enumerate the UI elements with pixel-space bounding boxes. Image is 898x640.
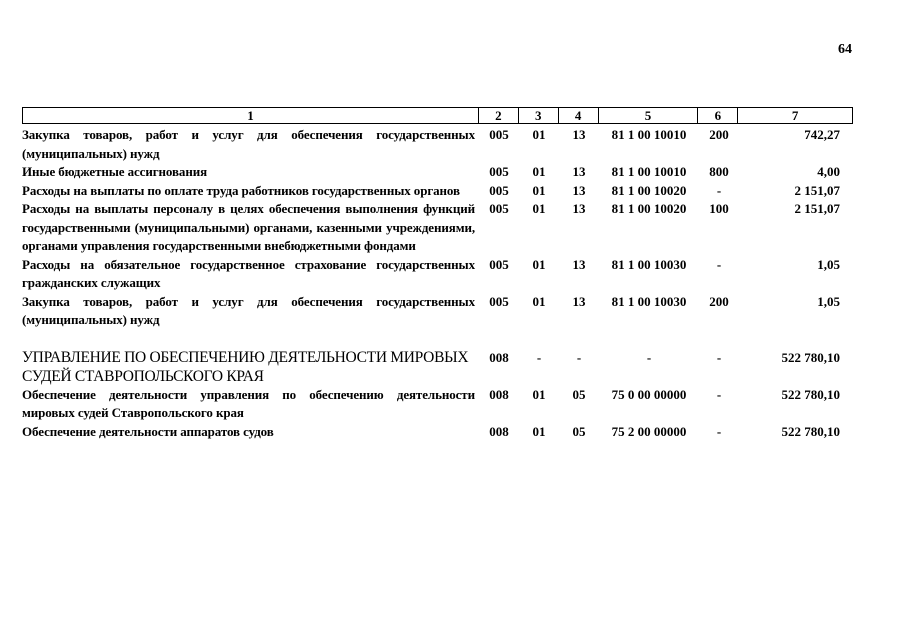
row-col-3: 01	[532, 256, 546, 272]
header-col-3: 3	[519, 108, 559, 123]
row-amount: 4,00	[817, 164, 840, 179]
row-col-3: 01	[532, 182, 546, 198]
row-col-4: 13	[572, 127, 586, 142]
row-col-4: 13	[572, 164, 586, 179]
header-col-7: 7	[791, 108, 799, 123]
row-description: Обеспечение деятельности аппаратов судов	[22, 423, 274, 439]
row-col-6: 200	[709, 127, 729, 142]
row-col-3: 01	[532, 293, 546, 309]
row-col-4: 13	[572, 201, 586, 216]
row-amount: 522 780,10	[781, 386, 840, 402]
row-amount: 2 151,07	[794, 201, 840, 216]
row-col-3: 01	[532, 127, 546, 142]
row-col-2: 008	[489, 349, 509, 365]
row-col-3: 01	[532, 164, 546, 179]
row-description: Закупка товаров, работ и услуг для обеспечения государственных (муниципальных) нужд	[22, 127, 475, 161]
header-col-1: 1	[23, 108, 479, 123]
table-row	[22, 423, 853, 442]
row-col-6: 200	[709, 293, 729, 309]
row-col-2: 005	[489, 201, 509, 216]
table-row	[22, 163, 853, 182]
header-col-6: 6	[698, 108, 738, 123]
row-col-3: -	[536, 349, 542, 365]
header-col-4: 4	[559, 108, 599, 123]
row-description: Расходы на выплаты по оплате труда работников государственных органов	[22, 182, 460, 198]
row-col-6: -	[716, 386, 722, 402]
row-col-5: -	[646, 349, 652, 365]
row-col-6: 800	[709, 164, 729, 179]
page-number: 64	[838, 42, 852, 57]
row-col-5: 81 1 00 10020	[611, 182, 687, 198]
table-row	[22, 293, 853, 330]
row-description: Иные бюджетные ассигнования	[22, 164, 208, 179]
row-col-5: 75 2 00 00000	[611, 423, 687, 439]
table-row	[22, 200, 853, 256]
table-row	[22, 386, 853, 423]
row-col-4: -	[576, 349, 582, 365]
row-col-6: 100	[709, 201, 729, 216]
row-col-6: -	[716, 349, 722, 365]
table-row	[22, 256, 853, 293]
section-spacer	[22, 330, 853, 348]
row-col-5: 81 1 00 10010	[611, 127, 687, 142]
row-col-2: 008	[489, 423, 509, 439]
row-description: Расходы на обязательное государственное страхование государственных гражданских служащих	[22, 256, 475, 290]
row-description: УПРАВЛЕНИЕ ПО ОБЕСПЕЧЕНИЮ ДЕЯТЕЛЬНОСТИ МИРОВЫХ СУДЕЙ СТАВРОПОЛЬСКОГО КРАЯ	[22, 348, 469, 385]
row-col-2: 005	[489, 182, 509, 198]
row-col-4: 13	[572, 182, 586, 198]
table-row	[22, 182, 853, 201]
row-col-2: 005	[489, 127, 509, 142]
row-description: Закупка товаров, работ и услуг для обеспечения государственных (муниципальных) нужд	[22, 293, 475, 327]
row-amount: 742,27	[804, 127, 840, 142]
header-col-2: 2	[479, 108, 519, 123]
row-col-4: 05	[572, 423, 586, 439]
row-col-3: 01	[532, 423, 546, 439]
row-col-5: 75 0 00 00000	[611, 386, 687, 402]
row-col-2: 008	[489, 386, 509, 402]
table-row	[22, 126, 853, 163]
row-col-5: 81 1 00 10020	[611, 201, 687, 216]
header-col-5: 5	[599, 108, 699, 123]
row-col-4: 05	[572, 386, 586, 402]
row-col-2: 005	[489, 256, 509, 272]
row-col-6: -	[716, 423, 722, 439]
table-body	[22, 126, 853, 441]
row-col-5: 81 1 00 10030	[611, 256, 687, 272]
row-col-2: 005	[489, 293, 509, 309]
row-amount: 1,05	[817, 293, 840, 309]
row-amount: 1,05	[817, 256, 840, 272]
row-col-2: 005	[489, 164, 509, 179]
row-col-4: 13	[572, 256, 586, 272]
row-description: Расходы на выплаты персоналу в целях обеспечения выполнения функций государственными (муниципальными) органами, казенными учреждениями, органами управления государственными внебюджетными фондами	[22, 201, 475, 253]
row-amount: 2 151,07	[794, 182, 840, 198]
row-col-6: -	[716, 182, 722, 198]
row-col-3: 01	[532, 386, 546, 402]
row-amount: 522 780,10	[781, 423, 840, 439]
row-amount: 522 780,10	[781, 349, 840, 365]
row-description: Обеспечение деятельности управления по обеспечению деятельности мировых судей Ставропольского края	[22, 386, 475, 420]
row-col-6: -	[716, 256, 722, 272]
row-col-5: 81 1 00 10010	[611, 164, 687, 179]
table-row-section-heading	[22, 348, 853, 386]
row-col-3: 01	[532, 201, 546, 216]
row-col-4: 13	[572, 293, 586, 309]
row-col-5: 81 1 00 10030	[611, 293, 687, 309]
table-header	[22, 107, 853, 124]
